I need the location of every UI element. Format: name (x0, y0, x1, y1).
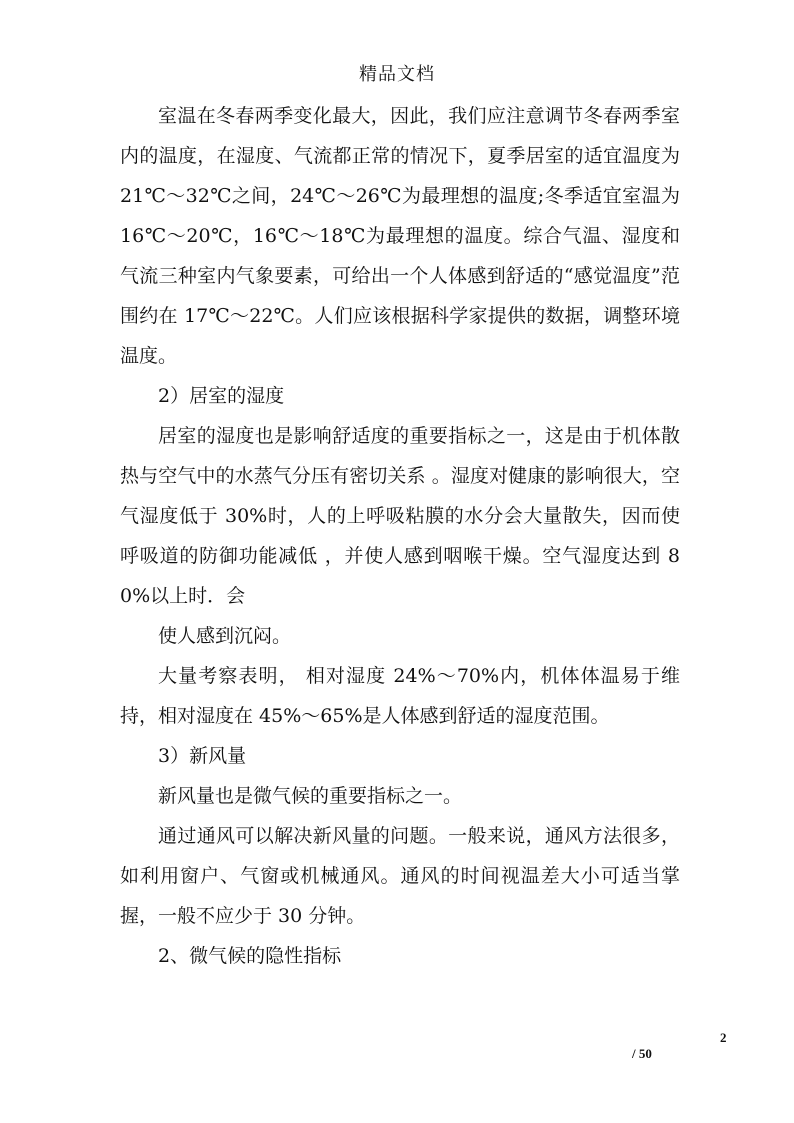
document-header: 精品文档 (359, 64, 435, 85)
paragraph-humidity-range: 大量考察表明， 相对湿度 24%～70%内，机体体温易于维持，相对湿度在 45%～65%是人体感到舒适的湿度范围。 (120, 665, 680, 727)
heading-room-humidity: 2）居室的湿度 (158, 385, 285, 407)
paragraph-humidity: 居室的湿度也是影响舒适度的重要指标之一，这是由于机体散热与空气中的水蒸气分压有密切关系 。湿度对健康的影响很大，空气湿度低于 30%时，人的上呼吸粘膜的水分会大量散失，因而使呼吸道的防御功能减低 ，并使人感到咽喉干燥。空气湿度达到 80%以上时．会 (120, 425, 680, 607)
paragraph-ventilation: 通过通风可以解决新风量的问题。一般来说，通风方法很多，如利用窗户、气窗或机械通风。通风的时间视温差大小可适当掌握，一般不应少于 30 分钟。 (120, 825, 680, 927)
paragraph-humidity-continued: 使人感到沉闷。 (158, 625, 292, 647)
paragraph-fresh-air: 新风量也是微气候的重要指标之一。 (158, 785, 463, 807)
paragraph-room-temperature: 室温在冬春两季变化最大，因此，我们应注意调节冬春两季室内的温度，在湿度、气流都正常的情况下，夏季居室的适宜温度为 21℃～32℃之间，24℃～26℃为最理想的温度;冬季适宜室温为 16℃～20℃，16℃～18℃为最理想的温度。综合气温、湿度和气流三种室内气象要素，可给出一个人体感到舒适的“感觉温度”范围约在 17℃～22℃。人们应该根据科学家提供的数据，调整环境温度。 (120, 105, 680, 367)
page-total: / 50 (632, 1046, 652, 1061)
document-body (120, 96, 680, 976)
page-number: 2 (720, 1030, 727, 1045)
heading-hidden-indicators: 2、微气候的隐性指标 (158, 945, 342, 967)
heading-fresh-air: 3）新风量 (158, 745, 247, 767)
